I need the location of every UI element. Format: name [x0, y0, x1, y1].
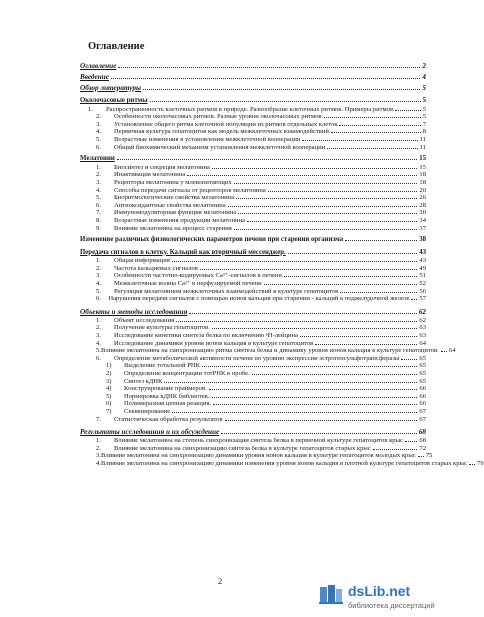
toc-entry-title: Объект исследования — [114, 316, 175, 324]
toc-leader-dots — [411, 299, 417, 300]
toc-leader-dots — [172, 261, 418, 262]
toc-entry-page: 68 — [418, 428, 426, 437]
toc-entry-page: 65 — [419, 370, 426, 377]
toc-leader-dots — [200, 269, 417, 270]
toc-entry[interactable] — [80, 308, 426, 317]
toc-entry-title: Общий биохимический механизм установления межклеточной кооперации — [114, 143, 326, 151]
toc-entry[interactable] — [80, 136, 426, 144]
toc-leader-dots — [228, 206, 418, 207]
toc-entry-number: 1. — [96, 163, 101, 171]
toc-entry-title: Влияние мелатонина на синхронизацию динамики уровня ионов кальция в культуре гепатоцитов молодых крыс — [100, 452, 416, 460]
toc-entry-page: 8 — [422, 128, 426, 136]
toc-entry[interactable] — [80, 128, 426, 136]
toc-entry-title: Определение метаболической активности печени по уровню экспрессии эстрогенсульфотрансферазы — [114, 354, 400, 362]
toc-entry[interactable] — [80, 217, 426, 225]
toc-leader-dots — [150, 101, 421, 102]
toc-entry-title: Иммуномодуляторная функция мелатонина — [114, 209, 237, 217]
toc-entry-title: Влияние мелатонина на процесс старения — [114, 224, 232, 232]
toc-entry-number: 3. — [96, 272, 101, 280]
toc-leader-dots — [225, 420, 418, 421]
toc-entry[interactable] — [80, 408, 426, 416]
toc-entry-page: 5 — [422, 105, 426, 113]
toc-entry-title: Рецепторы мелатонина у млекопитающих — [114, 178, 232, 186]
toc-entry-page: 64 — [419, 339, 426, 347]
toc-entry-page: 18 — [419, 178, 426, 186]
toc-entry-page: 28 — [419, 201, 426, 209]
toc-entry-title: Общая информация — [114, 257, 170, 265]
toc-entry-page: 43 — [419, 248, 426, 256]
toc-leader-dots — [111, 78, 421, 79]
toc-entry-page: 49 — [419, 264, 426, 272]
toc-entry-number: 9. — [96, 224, 101, 232]
toc-entry-number: 6) — [106, 400, 112, 408]
toc-entry[interactable] — [80, 362, 426, 370]
toc-leader-dots — [395, 110, 421, 111]
toc-entry-title: Нарушения передачи сигналов с помощью ионов кальция при старении - кальций в поджелудочной железе — [108, 295, 410, 303]
toc-entry[interactable] — [80, 445, 426, 453]
toc-entry[interactable] — [80, 225, 426, 233]
toc-leader-dots — [118, 67, 420, 68]
toc-entry-number: 4. — [96, 280, 101, 288]
watermark-brand: dsLib.net — [348, 583, 411, 599]
toc-entry-title: Оглавление — [80, 62, 117, 70]
toc-entry[interactable] — [80, 324, 426, 332]
toc-entry[interactable] — [80, 416, 426, 424]
toc-entry-title: Влияние мелатонина на степень синхронизации синтеза белка в первичной культуре гепатоцитов крыс — [114, 437, 403, 445]
toc-leader-dots — [401, 359, 417, 360]
toc-leader-dots — [418, 456, 424, 457]
toc-entry-page: 4 — [422, 73, 426, 81]
toc-entry-page: 65 — [419, 377, 426, 385]
toc-leader-dots — [221, 433, 417, 434]
toc-entry-title: Антиоксидантные свойства мелатонина — [114, 201, 226, 209]
toc-entry-title: Биоритмологические свойства мелатонина — [114, 194, 235, 202]
toc-entry-title: Изменение различных физиологических параметров печени при старении организма — [80, 236, 344, 244]
toc-leader-dots — [469, 464, 475, 465]
toc-entry[interactable] — [80, 265, 426, 273]
toc-entry-number: 4. — [96, 339, 101, 347]
toc-entry-title: Влияние мелатонина на синхронизацию динамики изменения уровня ионов кальция в плотной культуре гепатоцитов старых крыс — [100, 459, 467, 467]
toc-leader-dots — [234, 183, 418, 184]
toc-leader-dots — [209, 389, 418, 390]
toc-entry[interactable] — [80, 332, 426, 340]
toc-entry[interactable] — [80, 106, 426, 114]
toc-leader-dots — [238, 213, 417, 214]
toc-entry-title: Нормировка кДНК библиотек. — [124, 392, 210, 400]
toc-entry-number: 4. — [96, 186, 101, 194]
toc-entry-page: 5 — [422, 97, 426, 104]
toc-leader-dots — [189, 313, 416, 314]
toc-leader-dots — [234, 229, 418, 230]
toc-entry[interactable] — [80, 202, 426, 210]
toc-entry-number: 6. — [96, 201, 101, 209]
toc-entry-page: 52 — [419, 280, 426, 288]
toc-entry-title: Влияние мелатонина на синхронизацию синтеза белка в культуре гепатоцитов старых крыс — [114, 444, 371, 452]
toc-entry-number: 1) — [106, 362, 112, 370]
toc-entry-number: 5. — [96, 135, 101, 143]
toc-entry-number: 6. — [96, 295, 101, 303]
toc-entry-title: Установление общего ритма клеточной популяции из ритмов отдельных клеток — [114, 120, 338, 128]
toc-entry[interactable] — [80, 179, 426, 187]
toc-leader-dots — [284, 276, 418, 277]
toc-entry[interactable] — [80, 347, 456, 355]
toc-leader-dots — [300, 336, 417, 337]
toc-entry-page: 65 — [419, 354, 426, 362]
toc-entry-page: 51 — [419, 272, 426, 280]
toc-entry-title: Распространенность клеточных ритмов в природе. Разнообразие клеточных ритмов. Примеры ритмов — [106, 105, 394, 113]
toc-entry-page: 66 — [419, 385, 426, 393]
toc-entry[interactable] — [80, 121, 426, 129]
toc-entry-page: 63 — [419, 324, 426, 332]
toc-entry-number: 3) — [106, 377, 112, 385]
toc-entry-title: Обзор литературы — [80, 84, 142, 92]
toc-entry-number: 2. — [96, 264, 101, 272]
toc-leader-dots — [345, 240, 417, 241]
toc-entry-page: 57 — [419, 295, 426, 303]
toc-leader-dots — [302, 140, 417, 141]
toc-entry[interactable] — [80, 236, 426, 245]
toc-leader-dots — [236, 198, 417, 199]
toc-entry[interactable] — [80, 257, 426, 265]
toc-leader-dots — [315, 344, 417, 345]
toc-entry[interactable] — [80, 428, 426, 437]
toc-entry-number: 5. — [96, 194, 101, 202]
toc-entry-page: 68 — [419, 437, 426, 445]
toc-entry-page: 7 — [422, 120, 426, 128]
toc-entry[interactable] — [80, 144, 426, 152]
toc-entry-number: 2) — [106, 370, 112, 377]
toc-entry-number: 7) — [106, 407, 112, 415]
toc-entry[interactable] — [80, 73, 426, 82]
toc-entry-page: 65 — [419, 362, 426, 370]
toc-leader-dots — [212, 397, 418, 398]
toc-entry-number: 3. — [96, 332, 101, 340]
toc-entry[interactable] — [80, 459, 484, 468]
toc-entry[interactable] — [80, 393, 426, 401]
toc-leader-dots — [268, 191, 418, 192]
toc-entry[interactable] — [80, 437, 426, 445]
toc-entry[interactable] — [80, 209, 426, 217]
toc-entry-number: 7. — [96, 209, 101, 217]
toc-entry-number: 5. — [96, 287, 101, 295]
toc-entry-page: 18 — [419, 171, 426, 179]
toc-entry-page: 63 — [419, 332, 426, 340]
toc-entry-number: 7. — [96, 415, 101, 423]
table-of-contents — [80, 62, 484, 468]
toc-entry-number: 6. — [96, 354, 101, 362]
toc-entry[interactable] — [80, 280, 426, 288]
toc-entry-number: 4) — [106, 385, 112, 393]
toc-leader-dots — [264, 284, 418, 285]
toc-entry-number: 3. — [96, 178, 101, 186]
toc-entry-title: Межклеточные волны Ca²⁺ в перфузируемой печени — [114, 280, 262, 288]
toc-entry-title: Синтез кДНК — [124, 377, 163, 385]
page-title: Оглавление — [88, 41, 145, 52]
toc-entry[interactable] — [80, 355, 426, 363]
toc-leader-dots — [331, 132, 421, 133]
toc-entry-number: 1. — [96, 257, 101, 265]
toc-entry-title: Конструирование праймеров. — [124, 385, 207, 393]
toc-entry-page: 72 — [419, 444, 426, 452]
toc-entry-number: 5) — [106, 392, 112, 400]
toc-entry-title: Первичная культура гепатоцитов как модель межклеточных взаимодействий — [114, 128, 329, 136]
toc-entry-page: 66 — [419, 392, 426, 400]
toc-entry-page: 15 — [419, 163, 426, 171]
toc-entry-title: Объекты и методы исследования — [80, 307, 188, 316]
toc-entry-number: 4. — [96, 459, 101, 467]
toc-entry-page: 62 — [419, 316, 426, 324]
toc-leader-dots — [213, 404, 417, 405]
toc-entry-page: 15 — [419, 155, 426, 163]
toc-entry-page: 67 — [419, 407, 426, 415]
toc-entry-title: Исследование динамики уровня ионов кальция в культуре гепатоцитов — [114, 339, 314, 347]
toc-entry-page: 5 — [422, 84, 426, 92]
toc-entry[interactable] — [80, 171, 426, 179]
toc-entry-page: 34 — [419, 216, 426, 224]
toc-leader-dots — [117, 159, 417, 160]
toc-entry-page: 2 — [422, 62, 426, 70]
toc-leader-dots — [247, 221, 417, 222]
dslib-logo-icon — [318, 583, 344, 605]
toc-entry-number: 6. — [96, 143, 101, 151]
toc-leader-dots — [176, 321, 417, 322]
toc-leader-dots — [324, 117, 421, 118]
toc-leader-dots — [288, 253, 417, 254]
toc-leader-dots — [252, 374, 418, 375]
toc-entry-number: 2. — [96, 113, 101, 121]
toc-leader-dots — [172, 412, 417, 413]
toc-leader-dots — [143, 89, 420, 90]
toc-entry[interactable] — [80, 452, 433, 460]
toc-entry-page: 43 — [419, 257, 426, 265]
toc-entry-title: Особенности частотно-кодируемых Ca²⁺-сигналов в печени — [114, 272, 282, 280]
toc-entry-title: Биосинтез и секреция мелатонина — [114, 163, 210, 171]
toc-entry-page: 20 — [419, 186, 426, 194]
toc-entry-title: Частота кальциевых сигналов — [114, 264, 198, 272]
toc-entry-title: Инактивация мелатонина — [114, 171, 186, 179]
toc-leader-dots — [373, 449, 418, 450]
toc-entry-title: Возрастные изменения в установлении межклеточной кооперации — [114, 135, 301, 143]
toc-entry-page: 64 — [448, 347, 456, 355]
toc-leader-dots — [212, 328, 418, 329]
toc-entry[interactable] — [80, 164, 426, 172]
toc-entry-page: 26 — [419, 194, 426, 202]
toc-entry-number: 1. — [96, 316, 101, 324]
toc-leader-dots — [339, 125, 420, 126]
toc-entry[interactable] — [80, 155, 426, 164]
toc-entry[interactable] — [80, 385, 426, 393]
toc-entry-page: 67 — [419, 415, 426, 423]
toc-entry-number: 3. — [96, 452, 101, 460]
toc-entry[interactable] — [80, 295, 426, 303]
toc-entry-page: 37 — [419, 224, 426, 232]
toc-entry-page: 56 — [419, 287, 426, 295]
toc-leader-dots — [202, 366, 417, 367]
toc-entry-title: Околочасовые ритмы — [80, 97, 148, 104]
toc-entry-page: 5 — [422, 113, 426, 121]
toc-entry-page: 30 — [419, 209, 426, 217]
page-number: 2 — [218, 576, 223, 586]
toc-entry-number: 2. — [96, 171, 101, 179]
toc-leader-dots — [340, 292, 417, 293]
toc-entry[interactable] — [80, 187, 426, 195]
toc-entry[interactable] — [80, 84, 426, 93]
toc-entry-number: 1. — [96, 437, 101, 445]
toc-entry-number: 1. — [88, 105, 93, 113]
toc-entry-number: 2. — [96, 324, 101, 332]
toc-entry-number: 3. — [96, 120, 101, 128]
toc-entry-title: Способы передачи сигнала от рецепторов мелатонина — [114, 186, 266, 194]
toc-entry[interactable] — [80, 317, 426, 325]
toc-entry-page: 11 — [419, 135, 426, 143]
toc-entry[interactable] — [80, 249, 426, 258]
watermark-tagline: библиотека диссертаций — [348, 601, 435, 610]
toc-entry-title: Мелатонин — [80, 155, 115, 163]
toc-entry-title: Определение концентрации тотРНК в пробе. — [124, 370, 250, 377]
toc-entry[interactable] — [80, 62, 426, 71]
toc-entry-title: Влияние мелатонина на синхронизацию ритма синтеза белка и динамику уровня ионов кальция в культуре гепатоцитов. — [100, 347, 439, 355]
toc-entry-title: Введение — [80, 73, 109, 81]
toc-entry-title: Статистическая обработка результатов — [114, 415, 223, 423]
toc-entry-title: Полимеразная цепная реакция. — [124, 400, 212, 408]
toc-entry-title: Возрастные изменения продукции мелатонина — [114, 216, 245, 224]
toc-leader-dots — [164, 382, 417, 383]
toc-entry-page: 11 — [419, 143, 426, 151]
toc-entry[interactable] — [80, 288, 426, 296]
toc-entry[interactable] — [80, 370, 426, 378]
toc-leader-dots — [441, 351, 447, 352]
toc-entry-number: 8. — [96, 216, 101, 224]
toc-entry-title: Исследование кинетики синтеза белка по включению ³Н-лейцина — [114, 332, 298, 340]
toc-entry-title: Особенности околочасовых ритмов. Разные уровни околочасовых ритмов — [114, 113, 322, 121]
toc-entry[interactable] — [80, 400, 426, 408]
toc-entry-number: 5. — [96, 347, 101, 355]
toc-entry-title: Результаты исследования и их обсуждение — [80, 428, 220, 437]
toc-leader-dots — [405, 441, 417, 442]
toc-entry-title: Передача сигналов в клетку. Кальций как вторичный мессенджер. — [80, 248, 286, 256]
toc-entry[interactable] — [80, 194, 426, 202]
toc-entry-number: 4. — [96, 128, 101, 136]
toc-entry-page: 75 — [425, 452, 433, 460]
toc-entry-title: Секвенирование — [124, 407, 171, 415]
toc-entry-page: 62 — [418, 307, 426, 316]
toc-entry-title: Регуляция мелатонином межклеточных взаимодействий в культуре гепатоцитов — [114, 287, 339, 295]
toc-leader-dots — [187, 175, 417, 176]
toc-entry[interactable] — [80, 340, 426, 348]
toc-entry[interactable] — [80, 378, 426, 386]
watermark[interactable] — [318, 583, 446, 615]
toc-entry[interactable] — [80, 113, 426, 121]
toc-entry-page: 79 — [476, 459, 484, 467]
toc-leader-dots — [212, 168, 417, 169]
toc-entry-title: Получение культуры гепатоцитов. — [114, 324, 210, 332]
toc-entry[interactable] — [80, 272, 426, 280]
toc-entry-number: 2. — [96, 444, 101, 452]
toc-entry-page: 38 — [419, 236, 426, 244]
toc-leader-dots — [327, 148, 417, 149]
toc-entry[interactable] — [80, 97, 426, 106]
toc-entry-page: 66 — [419, 400, 426, 408]
toc-entry-title: Выделение тотальной РНК — [124, 362, 201, 370]
